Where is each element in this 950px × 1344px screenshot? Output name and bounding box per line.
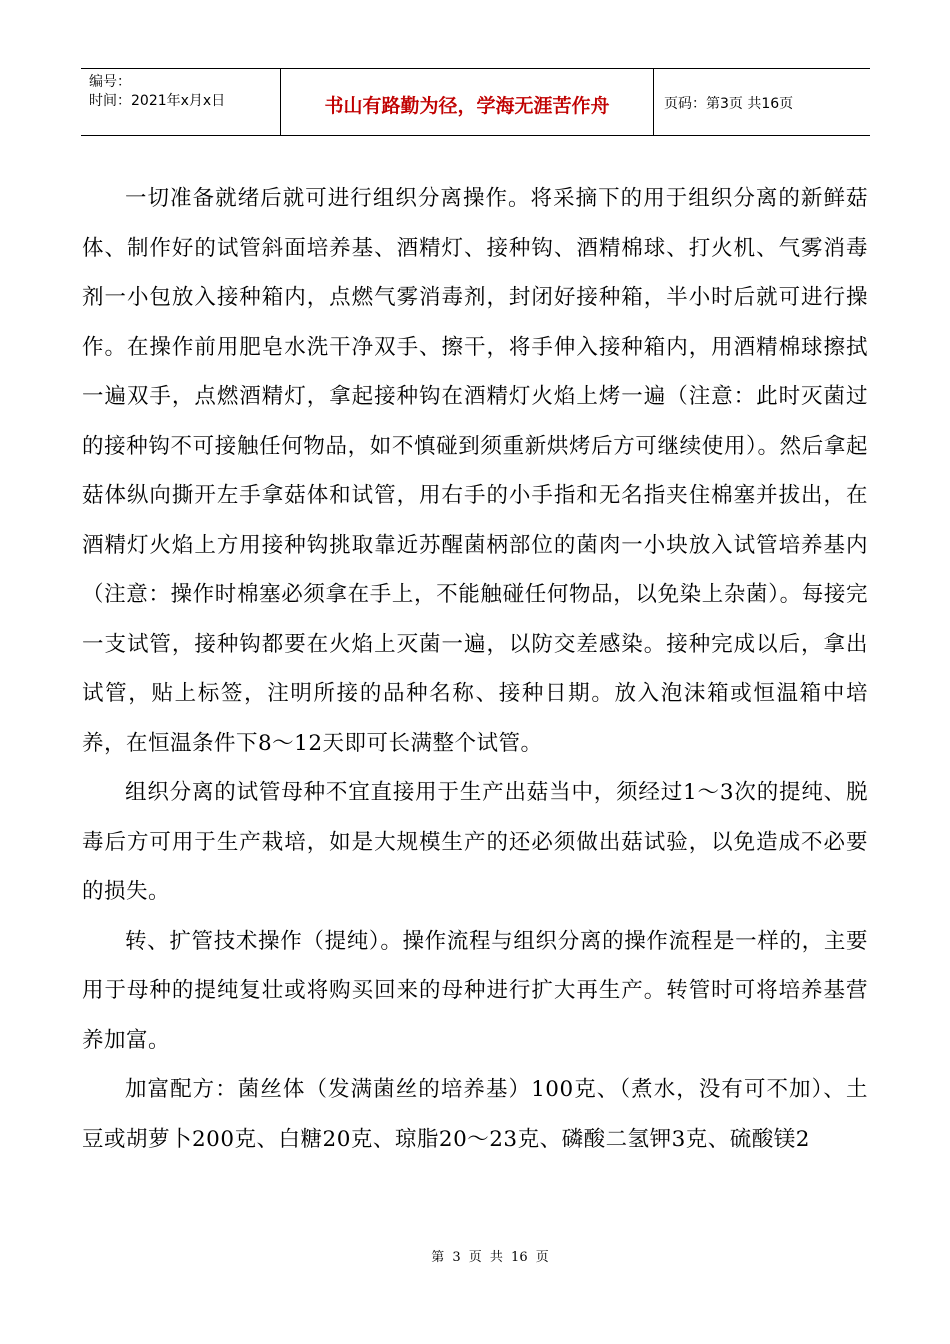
paragraph-tube-transfer: 转、扩管技术操作（提纯）。操作流程与组织分离的操作流程是一样的，主要用于母种的提纯复壮或将购买回来的母种进行扩大再生产。转管时可将培养基营养加富。 (82, 928, 868, 1053)
document-body (82, 174, 868, 1164)
paragraph-enrichment-formula: 加富配方：菌丝体（发满菌丝的培养基）100克、（煮水，没有可不加）、土豆或胡萝卜200克、白糖20克、琼脂20～23克、磷酸二氢钾3克、硫酸镁2 (82, 1077, 868, 1152)
paragraph-tissue-separation: 一切准备就绪后就可进行组织分离操作。将采摘下的用于组织分离的新鲜菇体、制作好的试管斜面培养基、酒精灯、接种钩、酒精棉球、打火机、气雾消毒剂一小包放入接种箱内，点燃气雾消毒剂，封闭好接种箱，半小时后就可进行操作。在操作前用肥皂水洗干净双手、擦干，将手伸入接种箱内，用酒精棉球擦拭一遍双手，点燃酒精灯，拿起接种钩在酒精灯火焰上烤一遍（注意：此时灭菌过的接种钩不可接触任何物品，如不慎碰到须重新烘烤后方可继续使用）。然后拿起菇体纵向撕开左手拿菇体和试管，用右手的小手指和无名指夹住棉塞并拔出，在酒精灯火焰上方用接种钩挑取靠近苏醒菌柄部位的菌肉一小块放入试管培养基内（注意：操作时棉塞必须拿在手上，不能触碰任何物品，以免染上杂菌）。每接完一支试管，接种钩都要在火焰上灭菌一遍，以防交差感染。接种完成以后，拿出试管，贴上标签，注明所接的品种名称、接种日期。放入泡沫箱或恒温箱中培养，在恒温条件下8～12天即可长满整个试管。 (82, 186, 868, 756)
document-number-label: 编号： (89, 74, 131, 90)
document-header (81, 68, 870, 136)
header-page-info: 页码：第3页 共16页 (664, 96, 794, 112)
header-motto: 书山有路勤为径，学海无涯苦作舟 (281, 69, 654, 135)
document-date: 时间：2021年x月x日 (89, 93, 226, 109)
paragraph-purification-note: 组织分离的试管母种不宜直接用于生产出菇当中，须经过1～3次的提纯、脱毒后方可用于生产栽培，如是大规模生产的还必须做出菇试验，以免造成不必要的损失。 (82, 780, 868, 904)
page-footer: 第 3 页 共 16 页 (431, 1250, 549, 1265)
header-meta (81, 69, 281, 135)
